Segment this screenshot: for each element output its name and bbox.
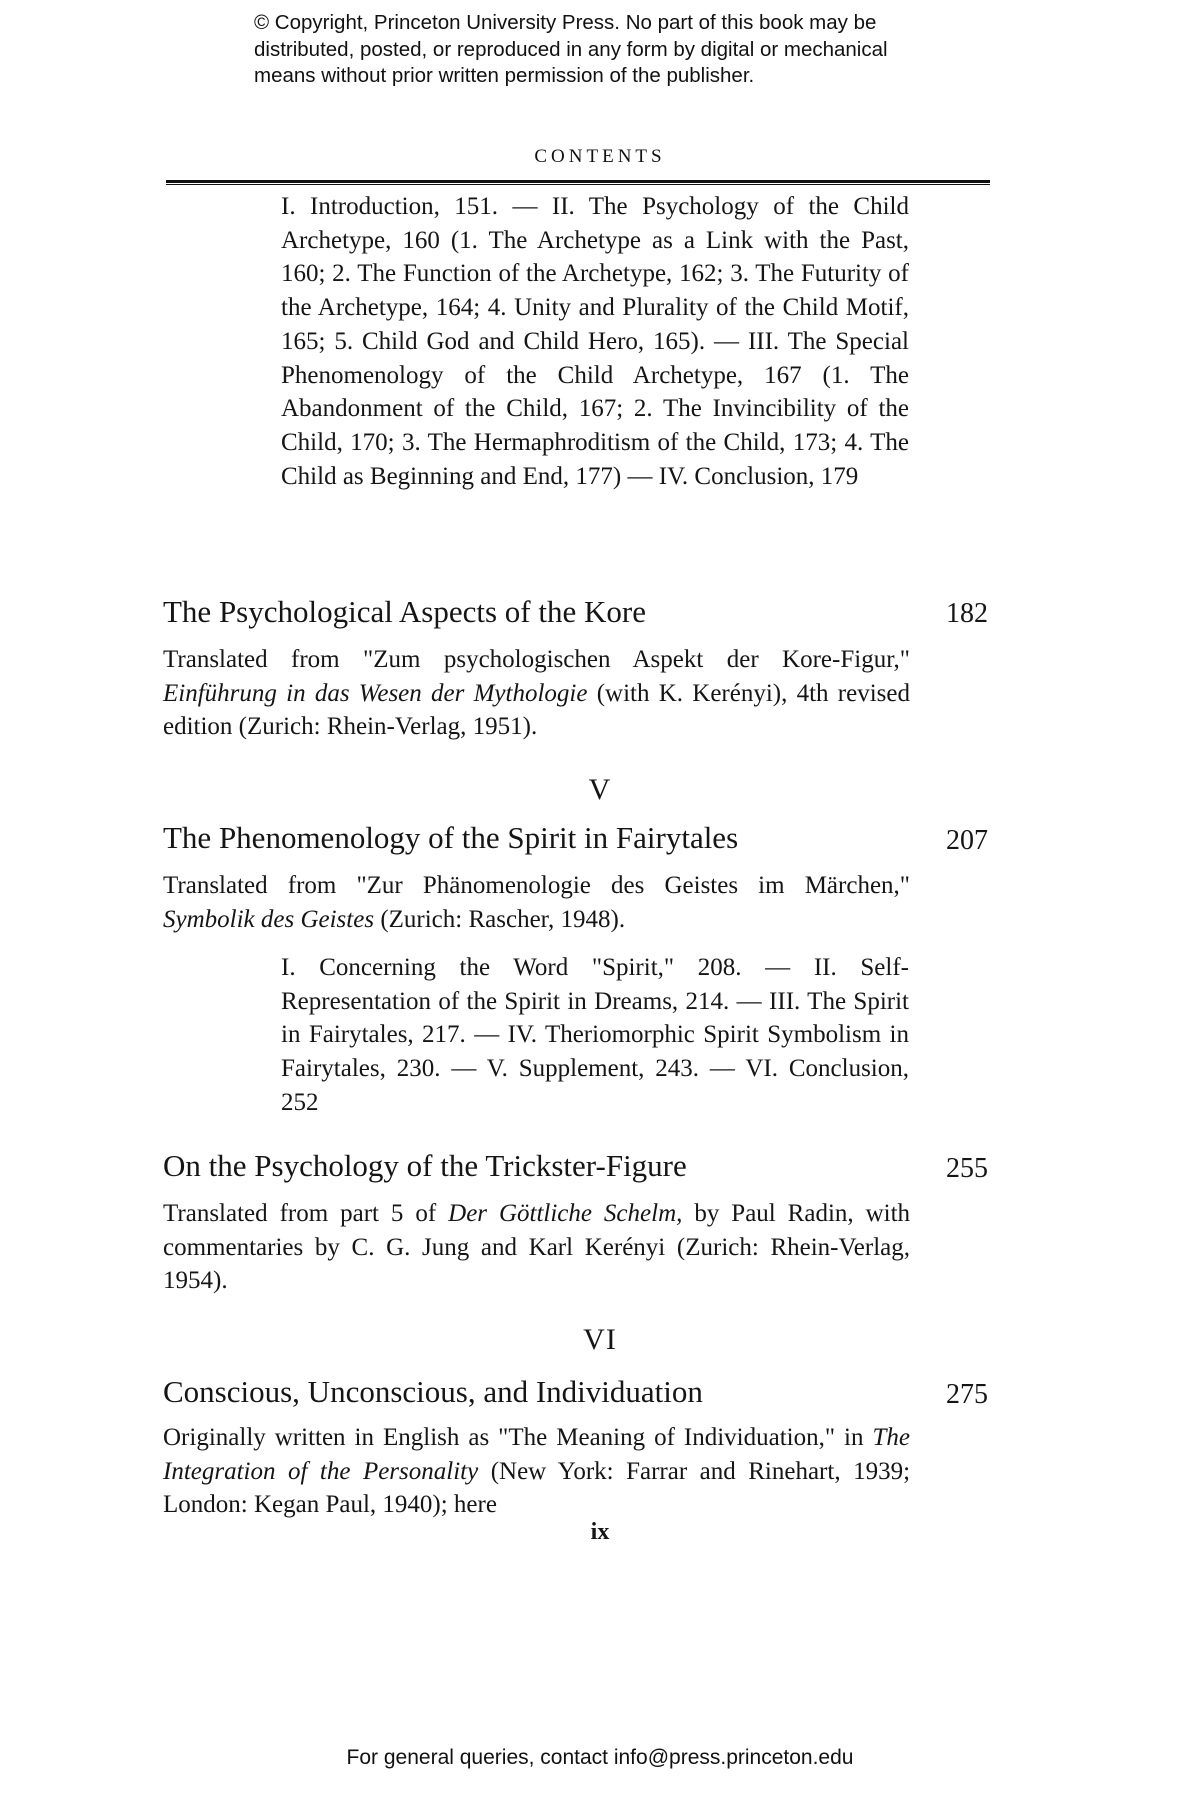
entry-title-trickster: On the Psychology of the Trickster-Figure [163,1148,687,1183]
copyright-notice [254,10,1014,90]
subsection-text: I. Introduction, 151. — II. The Psychology of the Child Archetype, 160 (1. The Archetype as a Link with the Past, 160; 2. The Function of the Archetype, 162; 3. The Futurity of the Archetype, 164; 4. Unity and Plurality of the Child Motif, 165; 5. Child God and Child Hero, 165). — III. The Special Phenomenology of the Child Archetype, 167 (1. The Abandonment of the Child, 167; 2. The Invincibility of the Child, 170; 3. The Hermaphroditism of the Child, 173; 4. The Child as Beginning and End, 177) — IV. Conclusion, 179 [281,193,909,490]
publication-title: The Integration of the Personality [163,1424,911,1485]
page-number: ix [590,1519,610,1545]
publication-title: Symbolik des Geistes [163,905,375,933]
header-rule-thin [166,184,990,185]
description-text: Translated from part 5 of [163,1200,437,1227]
entry-page-kore: 182 [946,598,988,629]
entry-description-individuation [163,1421,910,1522]
description-text: by Paul Radin, with commentaries by C. G. Jung and Karl Kerényi (Zurich: Rhein-Verlag, 1954). [163,1200,911,1294]
entry-title-individuation: Conscious, Unconscious, and Individuation [163,1374,703,1409]
spirit-subsections [281,951,909,1120]
page-title: CONTENTS [534,146,666,167]
entry-description-spirit [163,869,910,936]
publication-title: Einführung in das Wesen der Mythologie [163,679,588,707]
subsection-text: I. Concerning the Word "Spirit," 208. — II. Self-Representation of the Spirit in Dreams, 214. — III. The Spirit in Fairytales, 217. — IV. Theriomorphic Spirit Symbolism in Fairytales, 230. — V. Supplement, 243. — VI. Conclusion, 252 [281,954,909,1116]
publication-title: Der Göttliche Schelm, [448,1200,683,1227]
entry-title-kore: The Psychological Aspects of the Kore [163,594,646,629]
copyright-line-3: means without prior written permission of the publisher. [254,64,755,87]
header-rule [166,180,990,183]
description-text: (Zurich: Rascher, 1948). [380,905,626,933]
entry-description-kore [163,643,910,744]
entry-page-individuation: 275 [946,1379,988,1410]
entry-description-trickster [163,1197,910,1298]
entry-page-spirit: 207 [946,825,988,856]
description-text: (New York: Farrar and Rinehart, 1939; London: Kegan Paul, 1940); here [163,1457,911,1518]
description-text: Translated from "Zum psychologischen Aspekt der Kore-Figur," [163,646,910,673]
footer-contact: For general queries, contact info@press.princeton.edu [346,1746,854,1769]
entry-title-spirit: The Phenomenology of the Spirit in Fairytales [163,820,739,855]
copyright-line-1: © Copyright, Princeton University Press. No part of this book may be [254,11,877,34]
child-archetype-subsections [281,190,909,493]
entry-page-trickster: 255 [946,1153,988,1184]
description-text: Translated from "Zur Phänomenologie des Geistes im Märchen," [163,872,910,899]
part-heading-vi: VI [583,1323,617,1356]
part-heading-v: V [588,773,612,806]
description-text: (with K. Kerényi), 4th revised edition (Zurich: Rhein-Verlag, 1951). [163,679,911,740]
copyright-line-2: distributed, posted, or reproduced in any form by digital or mechanical [254,37,888,61]
description-text: Originally written in English as "The Meaning of Individuation," in [163,1424,864,1451]
